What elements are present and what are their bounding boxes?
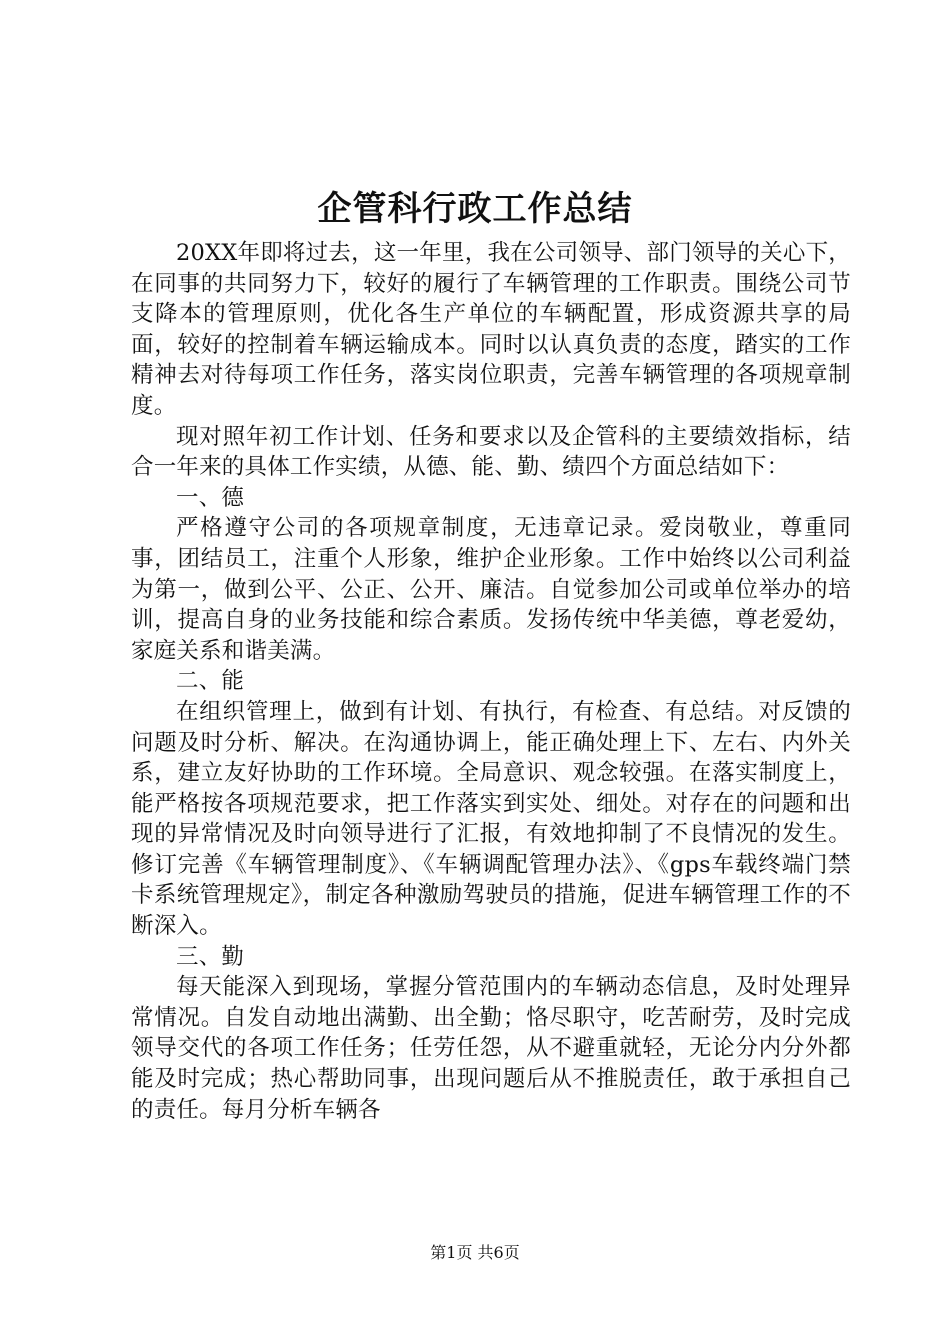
page-footer: 第1页 共6页 xyxy=(430,1243,520,1262)
section-heading-neng: 二、能 xyxy=(176,668,245,695)
section-heading-qin: 三、勤 xyxy=(176,943,245,970)
section-heading-de: 一、德 xyxy=(176,484,245,511)
page-title: 企管科行政工作总结 xyxy=(317,189,633,229)
paragraph-qin: 每天能深入到现场，掌握分管范围内的车辆动态信息，及时处理异常情况。自发自动地出满勤、出全勤；恪尽职守，吃苦耐劳，及时完成领导交代的各项工作任务；任劳任怨，从不避重就轻，无论分内分外都能及时完成；热心帮助同事，出现问题后从不推脱责任，敢于承担自己的责任。每月分析车辆各 xyxy=(131,974,851,1123)
paragraph-intro: 20XX年即将过去，这一年里，我在公司领导、部门领导的关心下，在同事的共同努力下，较好的履行了车辆管理的工作职责。围绕公司节支降本的管理原则，优化各生产单位的车辆配置，形成资源共享的局面，较好的控制着车辆运输成本。同时以认真负责的态度，踏实的工作精神去对待每项工作任务，落实岗位职责，完善车辆管理的各项规章制度。 xyxy=(131,240,851,419)
document-body xyxy=(131,238,851,1125)
paragraph-overview: 现对照年初工作计划、任务和要求以及企管科的主要绩效指标，结合一年来的具体工作实绩，从德、能、勤、绩四个方面总结如下： xyxy=(131,423,851,481)
paragraph-de: 严格遵守公司的各项规章制度，无违章记录。爱岗敬业，尊重同事，团结员工，注重个人形象，维护企业形象。工作中始终以公司利益为第一，做到公平、公正、公开、廉洁。自觉参加公司或单位举办的培训，提高自身的业务技能和综合素质。发扬传统中华美德，尊老爱幼，家庭关系和谐美满。 xyxy=(131,515,851,664)
paragraph-neng: 在组织管理上，做到有计划、有执行，有检查、有总结。对反馈的问题及时分析、解决。在沟通协调上，能正确处理上下、左右、内外关系，建立友好协助的工作环境。全局意识、观念较强。在落实制度上，能严格按各项规范要求，把工作落实到实处、细处。对存在的问题和出现的异常情况及时向领导进行了汇报，有效地抑制了不良情况的发生。修订完善《车辆管理制度》、《车辆调配管理办法》、《gps车载终端门禁卡系统管理规定》，制定各种激励驾驶员的措施，促进车辆管理工作的不断深入。 xyxy=(131,698,851,940)
